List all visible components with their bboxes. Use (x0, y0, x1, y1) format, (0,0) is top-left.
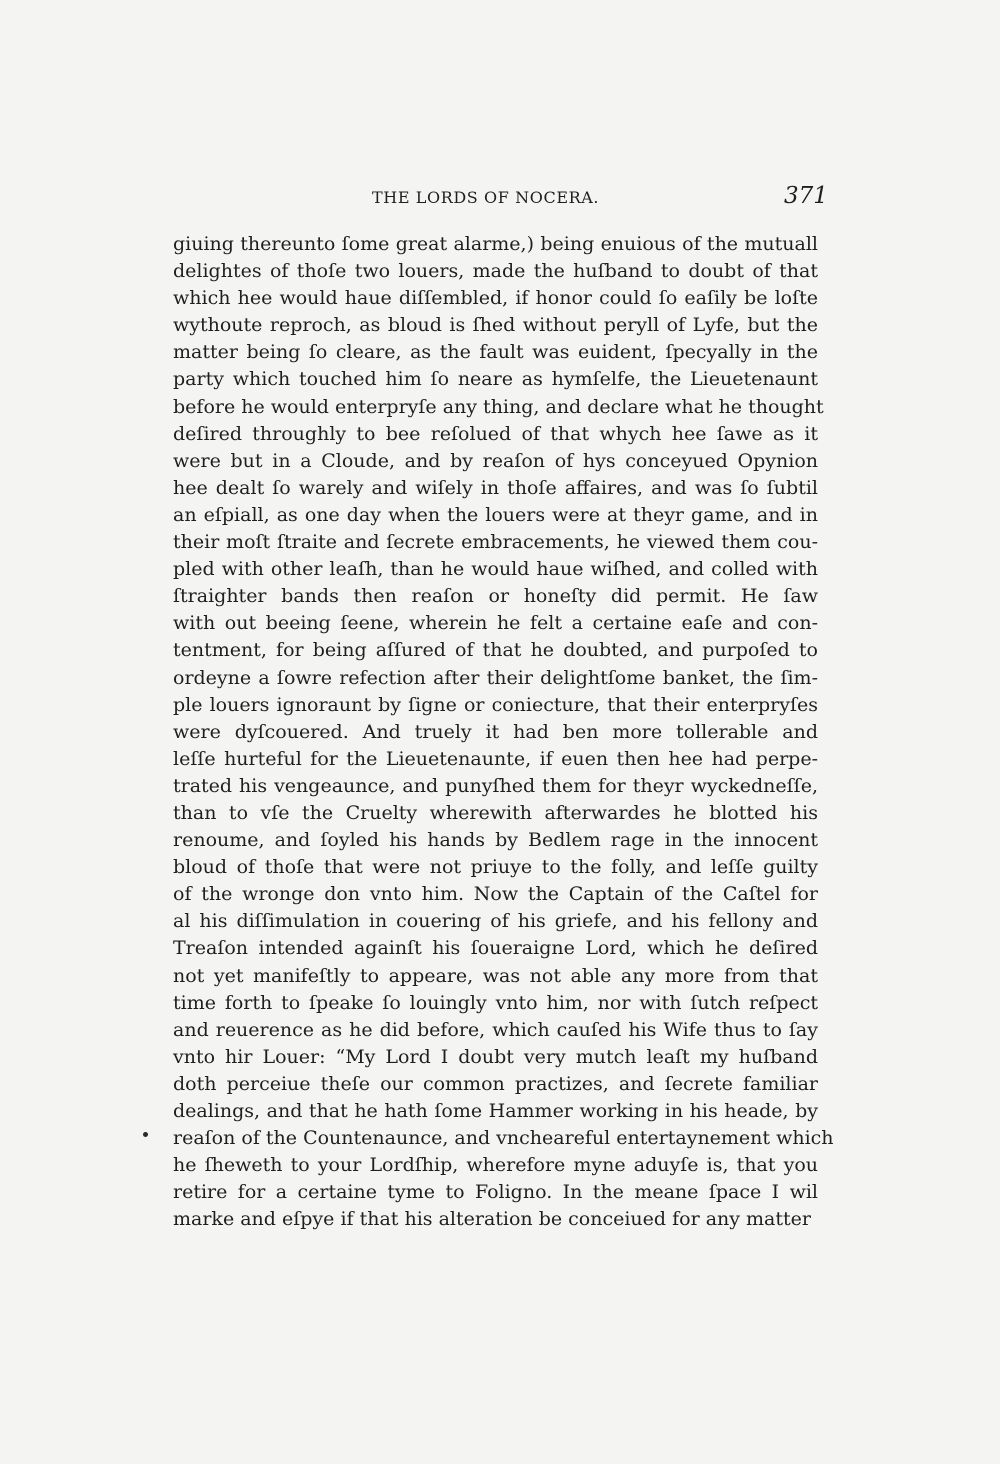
text-line: and reuerence as he did before, which cauſed his Wife thus to ſay (173, 1018, 818, 1041)
text-line: ple louers ignoraunt by ſigne or coniecture, that their enterpryſes (173, 693, 818, 716)
text-line: party which touched him ſo neare as hymſelfe, the Lieuetenaunt (173, 368, 818, 391)
text-line: marke and eſpye if that his alteration be conceiued for any matter (173, 1208, 811, 1231)
text-line: were dyſcouered. And truely it had ben more tollerable and (173, 720, 818, 743)
text-line: trated his vengeaunce, and punyſhed them for theyr wyckedneſſe, (173, 774, 818, 797)
text-line: before he would enterpryſe any thing, and declare what he thought (173, 395, 824, 418)
text-line: reaſon of the Countenaunce, and vncheareful entertaynement which (173, 1127, 834, 1150)
text-line: deſired throughly to bee reſolued of that whych hee ſawe as it (173, 422, 818, 445)
text-line: vnto hir Louer: “My Lord I doubt very mutch leaſt my huſband (173, 1045, 818, 1068)
text-line: he ſheweth to your Lordſhip, wherefore myne aduyſe is, that you (173, 1154, 818, 1177)
text-line: time forth to ſpeake ſo louingly vnto him, nor with ſutch reſpect (173, 991, 818, 1014)
text-line: giuing thereunto ſome great alarme,) being enuious of the mutuall (173, 233, 818, 255)
text-line: delightes of thoſe two louers, made the huſband to doubt of that (173, 260, 818, 283)
text-line: an eſpiall, as one day when the louers were at theyr game, and in (173, 503, 818, 526)
text-line: their moſt ſtraite and ſecrete embracements, he viewed them cou- (173, 531, 818, 554)
text-line: than to vſe the Cruelty wherewith afterwardes he blotted his (173, 801, 818, 824)
page-number: 371 (784, 183, 828, 209)
text-line: with out beeing ſeene, wherein he felt a certaine eaſe and con- (173, 612, 818, 635)
body-text (173, 231, 834, 1233)
text-line: matter being ſo cleare, as the fault was euident, ſpecyally in the (173, 341, 818, 364)
margin-mark (143, 1132, 148, 1137)
text-line: al his diſſimulation in couering of his griefe, and his fellony and (173, 910, 818, 933)
text-line: pled with other leaſh, than he would haue wiſhed, and colled with (173, 558, 818, 581)
text-line: Treaſon intended againſt his ſoueraigne Lord, which he deſired (173, 937, 818, 960)
text-line: renoume, and ſoyled his hands by Bedlem rage in the innocent (173, 829, 818, 852)
text-line: retire for a certaine tyme to Foligno. In the meane ſpace I wil (173, 1181, 818, 1204)
text-line: tentment, for being aſſured of that he doubted, and purpoſed to (173, 639, 818, 662)
text-line: ordeyne a ſowre refection after their delightſome banket, the ſim- (173, 666, 818, 689)
text-line: dealings, and that he hath ſome Hammer working in his heade, by (173, 1100, 818, 1122)
text-line: which hee would haue diſſembled, if honor could ſo eaſily be loſte (173, 287, 818, 310)
text-line: were but in a Cloude, and by reaſon of hys conceyued Opynion (173, 449, 818, 472)
text-line: of the wronge don vnto him. Now the Captain of the Caſtel for (173, 883, 818, 906)
text-line: wythoute reproch, as bloud is ſhed without peryll of Lyfe, but the (173, 314, 818, 337)
text-line: doth perceiue theſe our common practizes, and ſecrete familiar (173, 1072, 818, 1095)
text-line: ſtraighter bands then reaſon or honeſty did permit. He ſaw (173, 585, 818, 608)
text-line: bloud of thoſe that were not priuye to the folly, and leſſe guilty (173, 856, 818, 879)
running-title: THE LORDS OF NOCERA. (372, 188, 600, 207)
text-line: not yet manifeſtly to appeare, was not able any more from that (173, 964, 818, 987)
text-line: leſſe hurteful for the Lieuetenaunte, if euen then hee had perpe- (173, 747, 818, 770)
text-line: hee dealt ſo warely and wiſely in thoſe affaires, and was ſo ſubtil (173, 476, 818, 499)
